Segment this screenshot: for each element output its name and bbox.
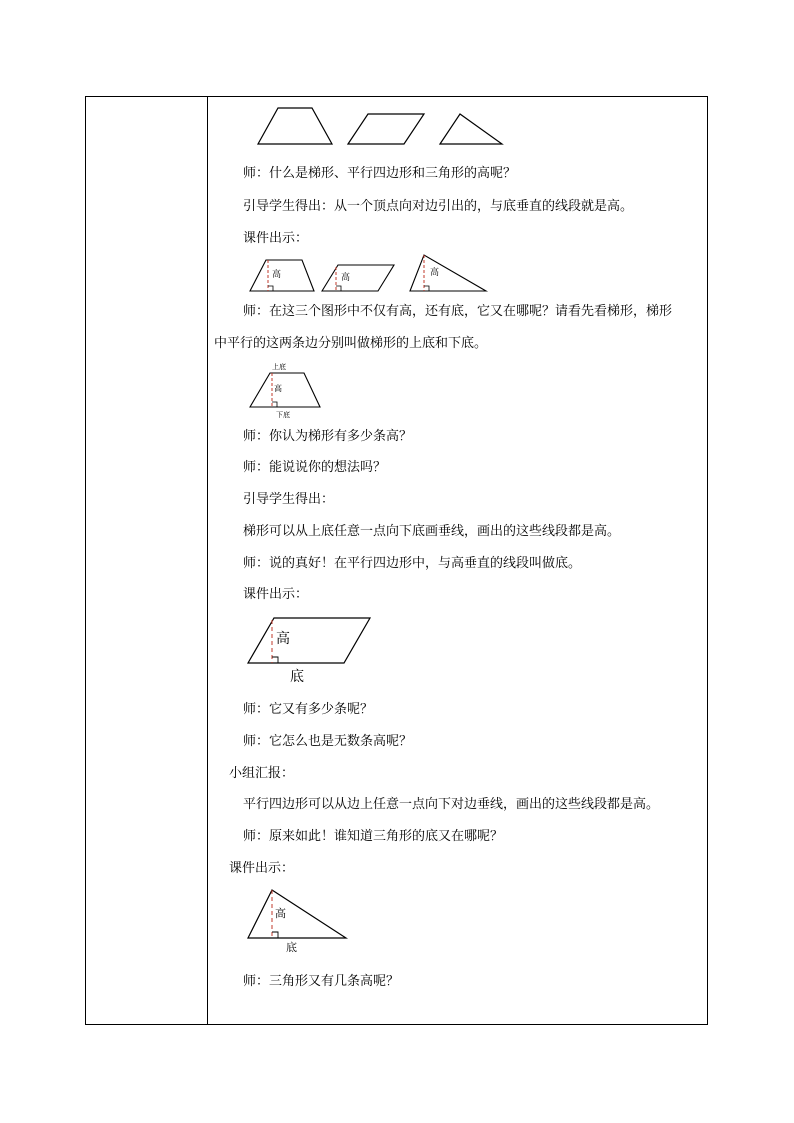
right-angle-mark bbox=[424, 286, 429, 291]
parallelogram-base-figure bbox=[246, 614, 374, 686]
triangle-shape bbox=[440, 114, 502, 144]
parallelogram-shape bbox=[322, 265, 394, 291]
right-angle-mark bbox=[268, 286, 273, 291]
trapezoid-shape bbox=[250, 373, 320, 407]
shapes-with-height-figure bbox=[248, 255, 498, 295]
text-line-1: 师：什么是梯形、平行四边形和三角形的高呢？ bbox=[243, 166, 517, 181]
base-label: 底 bbox=[290, 669, 304, 685]
right-angle-mark bbox=[336, 286, 341, 291]
trapezoid-shape bbox=[250, 260, 314, 291]
text-line-11: 课件出示： bbox=[243, 587, 309, 602]
text-line-12: 师：它又有多少条呢？ bbox=[243, 702, 374, 717]
height-label: 高 bbox=[274, 384, 282, 393]
parallelogram-shape bbox=[348, 114, 424, 144]
base-label: 底 bbox=[286, 941, 297, 954]
trapezoid-bases-figure bbox=[246, 359, 326, 421]
height-label: 高 bbox=[341, 273, 351, 283]
right-angle-mark bbox=[272, 657, 278, 663]
parallelogram-shape bbox=[248, 618, 370, 663]
text-line-14: 小组汇报： bbox=[229, 766, 295, 781]
text-line-13: 师：它怎么也是无数条高呢？ bbox=[243, 734, 413, 749]
height-label: 高 bbox=[272, 270, 282, 280]
height-label: 高 bbox=[275, 907, 286, 920]
triangle-shape bbox=[410, 255, 486, 291]
text-line-2: 引导学生得出：从一个顶点向对边引出的，与底垂直的线段就是高。 bbox=[243, 199, 634, 214]
height-label: 高 bbox=[430, 268, 440, 278]
trapezoid-shape bbox=[258, 108, 332, 144]
height-label: 高 bbox=[276, 631, 290, 647]
text-line-6: 师：你认为梯形有多少条高？ bbox=[243, 429, 413, 444]
text-line-3: 课件出示： bbox=[243, 231, 309, 246]
right-angle-mark bbox=[272, 402, 277, 407]
triangle-base-figure bbox=[246, 888, 350, 956]
text-line-17: 课件出示： bbox=[229, 861, 295, 876]
right-angle-mark bbox=[272, 932, 278, 938]
table-column-divider bbox=[207, 96, 208, 1025]
text-line-18: 师：三角形又有几条高呢？ bbox=[243, 974, 400, 989]
top-base-label: 上底 bbox=[272, 363, 286, 371]
text-line-9: 梯形可以从上底任意一点向下底画垂线，画出的这些线段都是高。 bbox=[243, 524, 621, 539]
text-line-7: 师：能说说你的想法吗？ bbox=[243, 460, 387, 475]
text-line-10: 师：说的真好！在平行四边形中，与高垂直的线段叫做底。 bbox=[243, 556, 582, 571]
bottom-base-label: 下底 bbox=[276, 411, 290, 419]
text-line-4: 师：在这三个图形中不仅有高，还有底，它又在哪呢？请看先看梯形，梯形 bbox=[243, 304, 673, 319]
text-line-5: 中平行的这两条边分别叫做梯形的上底和下底。 bbox=[214, 336, 488, 351]
text-line-8: 引导学生得出： bbox=[243, 492, 335, 507]
text-line-16: 师：原来如此！谁知道三角形的底又在哪呢？ bbox=[243, 829, 504, 844]
plain-shapes-figure bbox=[250, 106, 510, 148]
text-line-15: 平行四边形可以从边上任意一点向下对边垂线，画出的这些线段都是高。 bbox=[243, 797, 660, 812]
triangle-shape bbox=[248, 890, 346, 938]
